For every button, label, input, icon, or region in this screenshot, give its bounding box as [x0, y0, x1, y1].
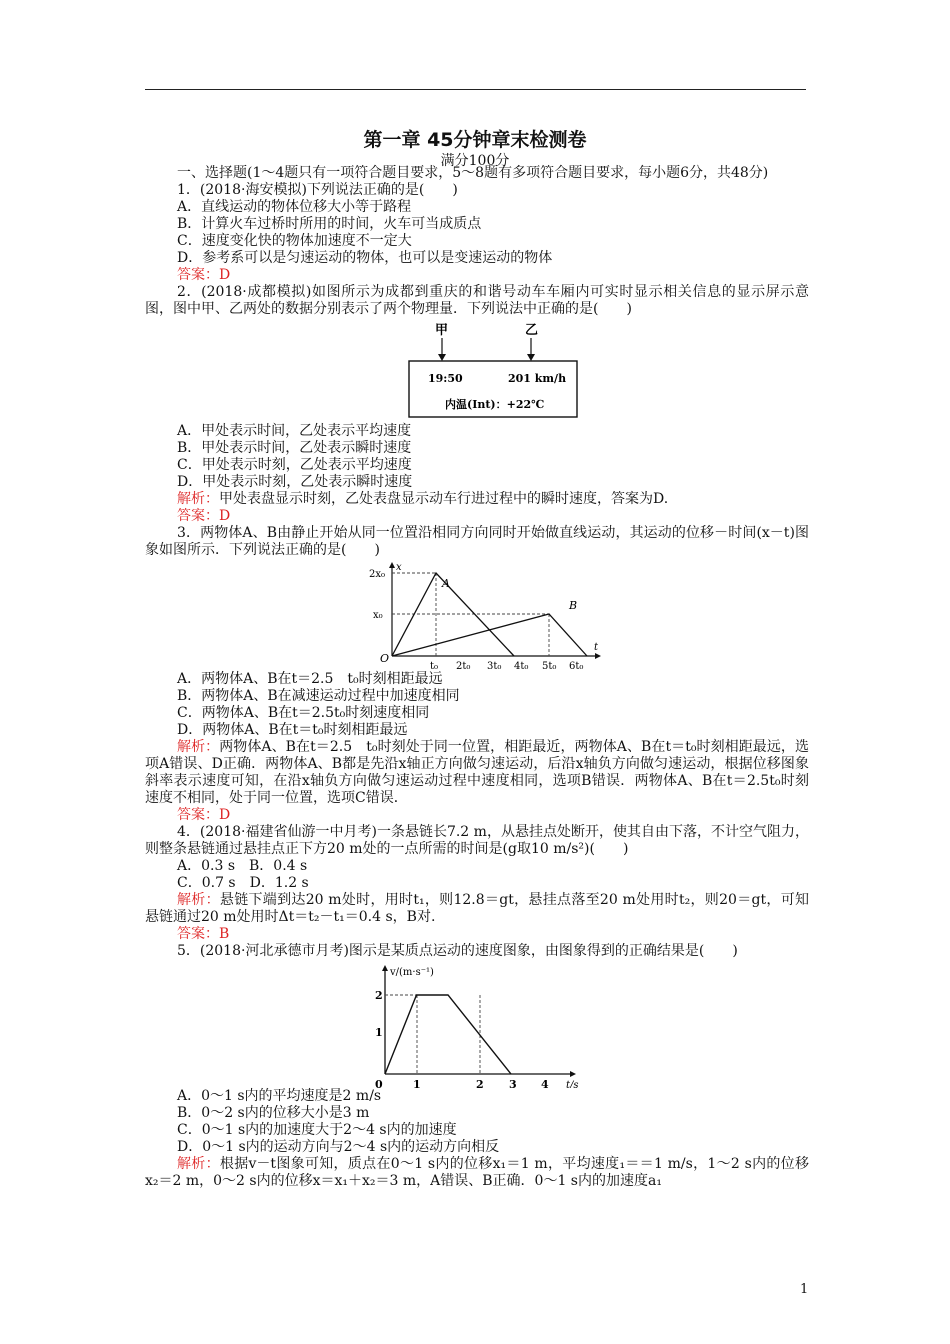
q3-line-b — [392, 614, 587, 656]
q2-arrowhead-b — [527, 354, 535, 361]
q3-answer: 答案：D — [177, 807, 231, 823]
q2-label-a: 甲 — [435, 323, 449, 338]
q5-option-c: C．0～1 s内的加速度大于2～4 s内的加速度 — [177, 1122, 457, 1138]
q3-line-a — [392, 573, 514, 656]
q2-answer: 答案：D — [177, 508, 231, 524]
q1-option-d: D．参考系可以是匀速运动的物体，也可以是变速运动的物体 — [177, 250, 553, 266]
q5-velocity-line — [385, 995, 511, 1074]
q5-y-arrow — [382, 965, 388, 971]
q3-graph — [145, 559, 809, 671]
q1-stem: 1．(2018·海安模拟)下列说法正确的是( ) — [177, 182, 458, 198]
q3-option-c: C．两物体A、B在t＝2.5t₀时刻速度相同 — [177, 705, 430, 721]
q2-option-b: B．甲处表示时间，乙处表示瞬时速度 — [177, 440, 412, 456]
q3-xtick-5t0: 5t₀ — [542, 661, 557, 671]
q4-stem: 4．(2018·福建省仙游一中月考)一条悬链长7.2 m，从悬挂点处断开，使其自由下落，不计空气阻力，则整条悬链通过悬挂点正下方20 m处的一点所需的时间是(g取10 m/s²)( ) — [145, 824, 809, 857]
page-title: 第一章 45分钟章末检测卷 — [363, 129, 587, 151]
page-subtitle: 满分100分 — [440, 153, 510, 169]
q4-options-row1: A．0.3 s B．0.4 s — [177, 858, 308, 874]
q3-xtick-4t0: 4t₀ — [514, 661, 529, 671]
q3-x-arrow — [595, 653, 601, 659]
q3-x-label: t — [594, 642, 599, 653]
q3-ytick-2x0: 2x₀ — [369, 569, 386, 580]
page-number: 1 — [800, 1282, 809, 1297]
q4-options-row2: C．0.7 s D．1.2 s — [177, 875, 309, 891]
q1-option-c: C．速度变化快的物体加速度不一定大 — [177, 233, 412, 249]
q2-speed-readout: 201 km/h — [508, 372, 567, 385]
q3-option-b: B．两物体A、B在减速运动过程中加速度相同 — [177, 688, 460, 704]
q3-analysis-label: 解析： — [177, 739, 220, 755]
q4-answer: 答案：B — [177, 926, 230, 942]
q1-option-a: A．直线运动的物体位移大小等于路程 — [177, 199, 412, 215]
q2-arrowhead-a — [438, 354, 446, 361]
q3-y-arrow — [389, 562, 395, 568]
q5-stem: 5．(2018·河北承德市月考)图示是某质点运动的速度图象，由图象得到的正确结果是( ) — [177, 943, 738, 959]
q3-analysis — [145, 739, 809, 807]
q2-stem: 2．(2018·成都模拟)如图所示为成都到重庆的和谐号动车车厢内可实时显示相关信息的显示屏示意图，图中甲、乙两处的数据分别表示了两个物理量．下列说法中正确的是( ) — [145, 284, 809, 317]
q3-analysis-text: 两物体A、B在t＝2.5 t₀时刻处于同一位置，相距最近，两物体A、B在t＝t₀时刻相距最远，选项A错误、D正确．两物体A、B都是先沿x轴正方向做匀速运动，后沿x轴负方向做匀速运动，根据位移图象斜率表示速度可知，在沿x轴负方向做匀速运动过程中速度相同，选项B错误．两物体A、B在t＝2.5t₀时刻速度不相同，处于同一位置，选项C错误． — [145, 739, 810, 806]
q2-option-c: C．甲处表示时刻，乙处表示平均速度 — [177, 457, 412, 473]
q3-xtick-t0: t₀ — [430, 661, 439, 671]
q2-temp-readout: 内温(Int)：+22℃ — [445, 398, 545, 411]
q2-option-d: D．甲处表示时刻，乙处表示瞬时速度 — [177, 474, 413, 490]
q1-option-b: B．计算火车过桥时所用的时间，火车可当成质点 — [177, 216, 482, 232]
q3-option-a: A．两物体A、B在t＝2.5 t₀时刻相距最远 — [177, 671, 443, 687]
q5-option-b: B．0～2 s内的位移大小是3 m — [177, 1105, 370, 1121]
q3-xtick-3t0: 3t₀ — [487, 661, 502, 671]
q3-ytick-x0: x₀ — [373, 610, 383, 621]
q5-origin: 0 — [375, 1078, 383, 1088]
q2-time-readout: 19:50 — [428, 372, 463, 385]
q5-analysis — [145, 1156, 809, 1190]
q5-graph — [145, 960, 809, 1088]
q3-xtick-6t0: 6t₀ — [569, 661, 584, 671]
header-rule — [145, 89, 806, 90]
q5-x-label: t/s — [566, 1080, 579, 1088]
q2-figure — [145, 318, 809, 423]
q3-xtick-2t0: 2t₀ — [456, 661, 471, 671]
q3-origin: O — [380, 652, 390, 665]
q3-option-d: D．两物体A、B在t＝t₀时刻相距最远 — [177, 722, 408, 738]
q3-y-label: x — [396, 562, 402, 573]
q5-x-arrow — [570, 1071, 576, 1077]
q4-analysis-text: 悬链下端到达20 m处时，用时t₁，则12.8＝gt，悬挂点落至20 m处用时t₂，则20＝gt，可知悬链通过20 m处用时Δt＝t₂－t₁＝0.4 s，B对. — [145, 892, 810, 925]
q5-y-label: v/(m·s⁻¹) — [390, 967, 434, 978]
q5-analysis-text: 根据v－t图象可知，质点在0～1 s内的位移x₁＝1 m，平均速度₁＝＝1 m/s，1～2 s内的位移x₂＝2 m，0～2 s内的位移x＝x₁＋x₂＝3 m，A错误、B正确．0～1 s内的加速度a₁ — [145, 1156, 809, 1189]
q3-label-b: B — [569, 599, 578, 612]
q5-ytick-2: 2 — [375, 989, 383, 1002]
q4-analysis — [145, 892, 809, 926]
q5-xtick-4: 4 — [541, 1078, 549, 1088]
document-body — [145, 165, 809, 1190]
q5-ytick-1: 1 — [375, 1026, 383, 1039]
q2-analysis — [145, 491, 809, 508]
q5-xtick-1: 1 — [413, 1078, 421, 1088]
q4-analysis-label: 解析： — [177, 892, 220, 908]
q2-analysis-text: 甲处表盘显示时刻，乙处表盘显示动车行进过程中的瞬时速度，答案为D. — [219, 491, 669, 507]
q5-xtick-2: 2 — [476, 1078, 484, 1088]
q1-answer: 答案：D — [177, 267, 231, 283]
q2-analysis-label: 解析： — [177, 491, 219, 507]
q3-label-a: A — [442, 577, 450, 590]
q5-analysis-label: 解析： — [177, 1156, 220, 1172]
section-heading: 一、选择题(1～4题只有一项符合题目要求，5～8题有多项符合题目要求，每小题6分，共48分) — [177, 165, 769, 181]
q2-option-a: A．甲处表示时间，乙处表示平均速度 — [177, 423, 412, 439]
q5-option-d: D．0～1 s内的运动方向与2～4 s内的运动方向相反 — [177, 1139, 500, 1155]
q5-option-a: A．0～1 s内的平均速度是2 m/s — [177, 1088, 382, 1104]
q3-stem: 3．两物体A、B由静止开始从同一位置沿相同方向同时开始做直线运动，其运动的位移－时间(x－t)图象如图所示．下列说法正确的是( ) — [145, 525, 809, 558]
q2-label-b: 乙 — [525, 323, 539, 338]
q5-xtick-3: 3 — [509, 1078, 517, 1088]
